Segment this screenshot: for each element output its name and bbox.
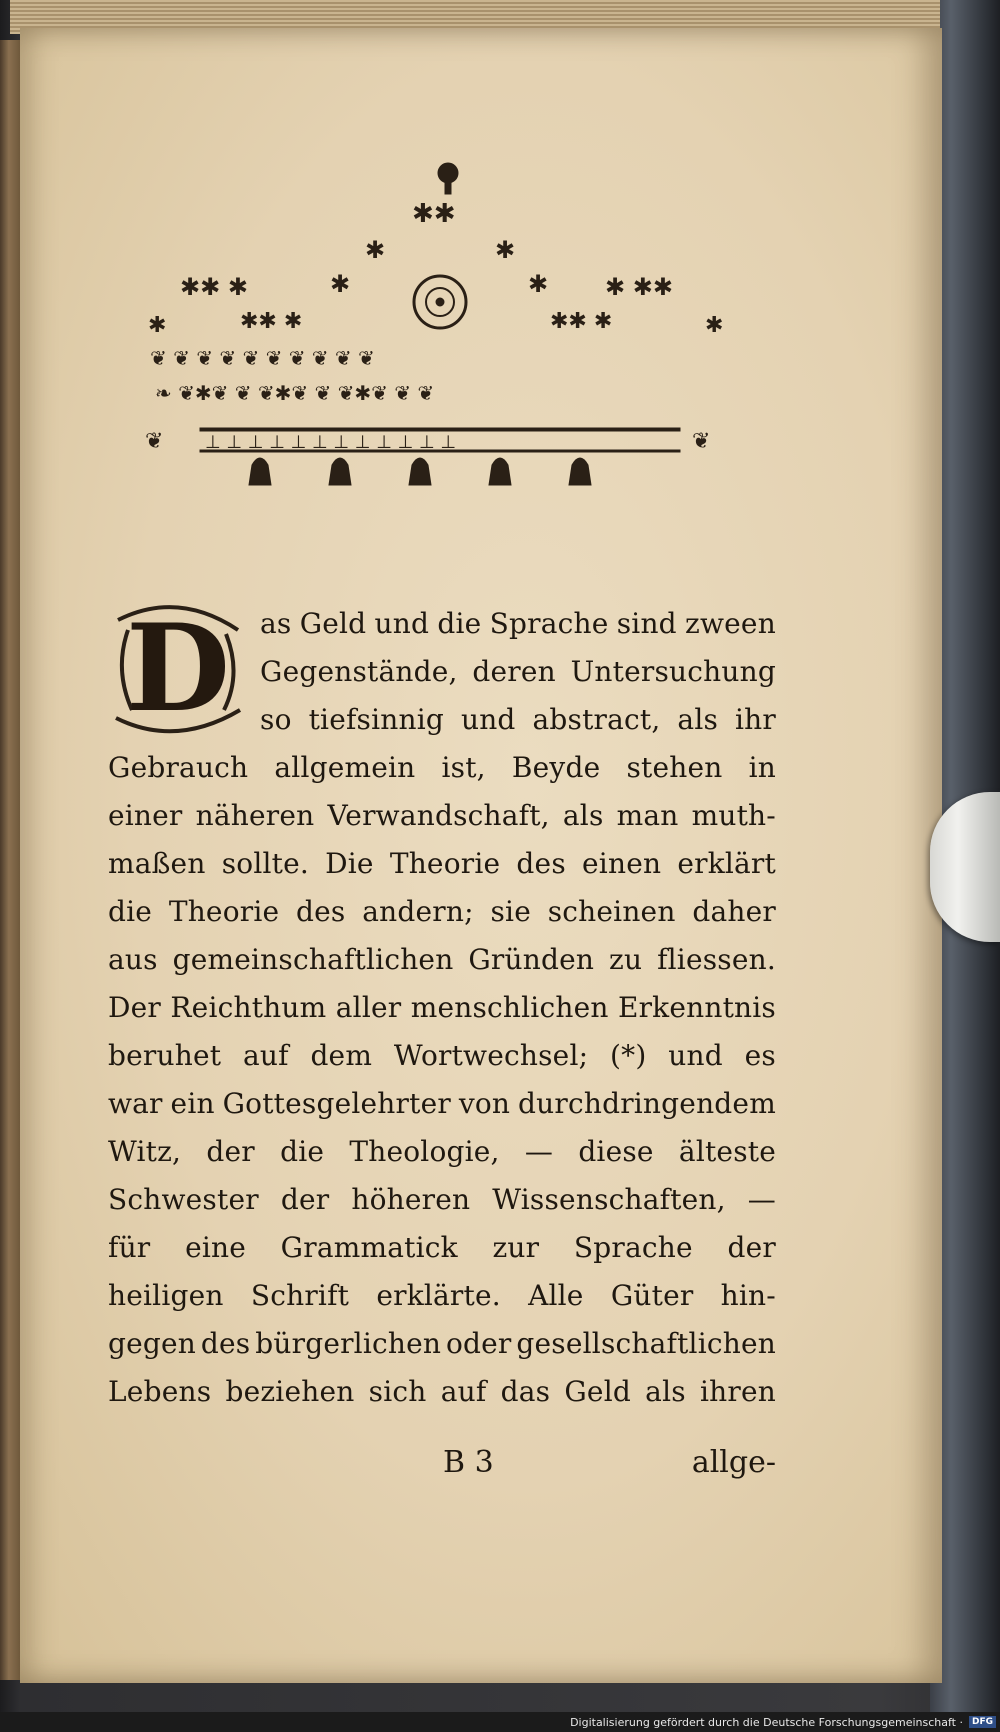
word: von	[458, 1087, 511, 1120]
svg-text:⊥ ⊥ ⊥ ⊥ ⊥ ⊥ ⊥ ⊥ ⊥ ⊥ ⊥ ⊥: ⊥ ⊥ ⊥ ⊥ ⊥ ⊥ ⊥ ⊥ ⊥ ⊥ ⊥ ⊥	[205, 432, 457, 453]
svg-text:✱: ✱	[365, 236, 386, 264]
word: allgemein	[274, 751, 416, 784]
svg-text:✱: ✱	[148, 313, 167, 338]
word: als	[677, 703, 719, 736]
word: es	[744, 1039, 776, 1072]
text-line	[108, 1272, 776, 1320]
word: Alle	[528, 1279, 584, 1312]
word: Beyde	[511, 751, 601, 784]
word: in	[748, 751, 776, 784]
word: Güter	[610, 1279, 694, 1312]
word: gesellschaftlichen	[516, 1327, 776, 1360]
word: auf	[440, 1375, 487, 1408]
word: das	[500, 1375, 551, 1408]
word: sind	[616, 607, 677, 640]
word: —	[524, 1135, 554, 1168]
word: abstract,	[532, 703, 661, 736]
word: näheren	[195, 799, 315, 832]
text-line	[108, 1224, 776, 1272]
page-text	[108, 600, 776, 1416]
word: für	[108, 1231, 151, 1264]
text-line	[108, 1320, 776, 1368]
word: hin-	[720, 1279, 776, 1312]
word: as	[260, 607, 292, 640]
word: Die	[325, 847, 374, 880]
word: einer	[108, 799, 183, 832]
word: und	[668, 1039, 723, 1072]
word: sollte.	[221, 847, 309, 880]
word: daher	[692, 895, 776, 928]
word: ihren	[699, 1375, 776, 1408]
word: Sprache	[573, 1231, 693, 1264]
word: Gegenstände,	[260, 655, 458, 688]
svg-text:✱✱ ✱: ✱✱ ✱	[180, 273, 248, 301]
dfg-logo: DFG	[969, 1716, 996, 1728]
word: der	[727, 1231, 776, 1264]
word: eine	[185, 1231, 246, 1264]
text-line	[108, 1128, 776, 1176]
text-line	[108, 888, 776, 936]
word: maßen	[108, 847, 206, 880]
word: erklärt	[677, 847, 776, 880]
word: des	[200, 1327, 251, 1360]
word: Schrift	[250, 1279, 350, 1312]
word: durchdringendem	[518, 1087, 776, 1120]
signature-mark: B 3	[443, 1445, 494, 1480]
ornament-vignette-icon	[145, 160, 730, 505]
word: dem	[310, 1039, 373, 1072]
word: Untersuchung	[570, 655, 776, 688]
word: als	[562, 799, 604, 832]
word: Verwandschaft,	[327, 799, 550, 832]
svg-text:❧ ❦✱❦ ❦ ❦✱❦ ❦ ❦✱❦ ❦ ❦: ❧ ❦✱❦ ❦ ❦✱❦ ❦ ❦✱❦ ❦ ❦	[155, 381, 435, 405]
text-line	[108, 696, 776, 744]
word: Gottesgelehrter	[222, 1087, 451, 1120]
word: zu	[609, 943, 643, 976]
svg-text:❦: ❦	[145, 429, 164, 454]
word: gemeinschaftlichen	[172, 943, 454, 976]
word: Witz,	[108, 1135, 182, 1168]
word: heiligen	[108, 1279, 224, 1312]
word: sie	[490, 895, 531, 928]
text-line	[108, 600, 776, 648]
word: beziehen	[225, 1375, 355, 1408]
word: bürgerlichen	[255, 1327, 442, 1360]
word: Sprache	[489, 607, 609, 640]
word: man	[616, 799, 679, 832]
word: Erkenntnis	[617, 991, 776, 1024]
word: höheren	[351, 1183, 471, 1216]
word: ist,	[441, 751, 486, 784]
word: deren	[472, 655, 556, 688]
svg-text:✱ ✱✱: ✱ ✱✱	[605, 273, 673, 301]
word: —	[747, 1183, 776, 1216]
svg-text:❦: ❦	[692, 429, 711, 454]
word: muth-	[691, 799, 776, 832]
word: einen	[582, 847, 662, 880]
word: älteste	[678, 1135, 776, 1168]
text-line	[108, 1032, 776, 1080]
word: ihr	[735, 703, 776, 736]
svg-text:✱✱ ✱: ✱✱ ✱	[240, 309, 303, 334]
word: Der	[108, 991, 162, 1024]
text-line	[108, 984, 776, 1032]
text-line	[108, 1080, 776, 1128]
word: tiefsinnig	[308, 703, 445, 736]
word: war	[108, 1087, 163, 1120]
word: Gründen	[468, 943, 595, 976]
word: so	[260, 703, 292, 736]
word: zur	[492, 1231, 540, 1264]
word: erklärte.	[376, 1279, 501, 1312]
word: Grammatick	[280, 1231, 458, 1264]
word: die	[437, 607, 482, 640]
svg-text:❦ ❦ ❦ ❦ ❦ ❦ ❦ ❦ ❦ ❦: ❦ ❦ ❦ ❦ ❦ ❦ ❦ ❦ ❦ ❦	[150, 346, 375, 370]
svg-text:✱: ✱	[528, 270, 549, 298]
credit-footer	[0, 1712, 1000, 1732]
word: scheinen	[547, 895, 676, 928]
word: Wortwechsel;	[393, 1039, 589, 1072]
text-line	[108, 648, 776, 696]
word: Theorie	[168, 895, 280, 928]
word: Theorie	[389, 847, 501, 880]
word: andern;	[362, 895, 474, 928]
word: der	[280, 1183, 330, 1216]
text-line	[108, 840, 776, 888]
word: gegen	[108, 1327, 197, 1360]
svg-text:✱✱ ✱: ✱✱ ✱	[550, 309, 613, 334]
initial-letter: D	[125, 598, 231, 739]
svg-text:✱: ✱	[495, 236, 516, 264]
text-line	[108, 936, 776, 984]
svg-text:✱: ✱	[705, 313, 724, 338]
word: aller	[335, 991, 402, 1024]
text-line	[108, 1368, 776, 1416]
word: auf	[242, 1039, 289, 1072]
word: des	[296, 895, 346, 928]
text-line	[108, 1176, 776, 1224]
word: Lebens	[108, 1375, 212, 1408]
word: die	[108, 895, 153, 928]
catchword: allge-	[691, 1445, 776, 1480]
word: diese	[578, 1135, 654, 1168]
word: Reichthum	[170, 991, 327, 1024]
word: stehen	[626, 751, 723, 784]
word: ein	[170, 1087, 215, 1120]
word: oder	[445, 1327, 512, 1360]
word: Gebrauch	[108, 751, 249, 784]
word: Geld	[564, 1375, 631, 1408]
svg-text:✱: ✱	[330, 270, 351, 298]
word: sich	[368, 1375, 427, 1408]
word: Schwester	[108, 1183, 259, 1216]
text-line	[108, 744, 776, 792]
word: des	[516, 847, 566, 880]
word: zween	[685, 607, 776, 640]
word: als	[645, 1375, 686, 1408]
page-catch-line	[108, 1445, 776, 1493]
text-line	[108, 792, 776, 840]
word: und	[460, 703, 516, 736]
word: Theologie,	[349, 1135, 500, 1168]
word: Wissenschaften,	[492, 1183, 726, 1216]
credit-text: Digitalisierung gefördert durch die Deutsche Forschungsgemeinschaft ·	[570, 1715, 963, 1729]
word: menschlichen	[410, 991, 609, 1024]
word: Geld	[299, 607, 367, 640]
svg-text:✱✱: ✱✱	[412, 199, 456, 229]
word: die	[280, 1135, 325, 1168]
word: beruhet	[108, 1039, 222, 1072]
word: (*)	[610, 1039, 647, 1072]
word: der	[206, 1135, 255, 1168]
word: fliessen.	[657, 943, 776, 976]
word: aus	[108, 943, 158, 976]
word: und	[374, 607, 430, 640]
